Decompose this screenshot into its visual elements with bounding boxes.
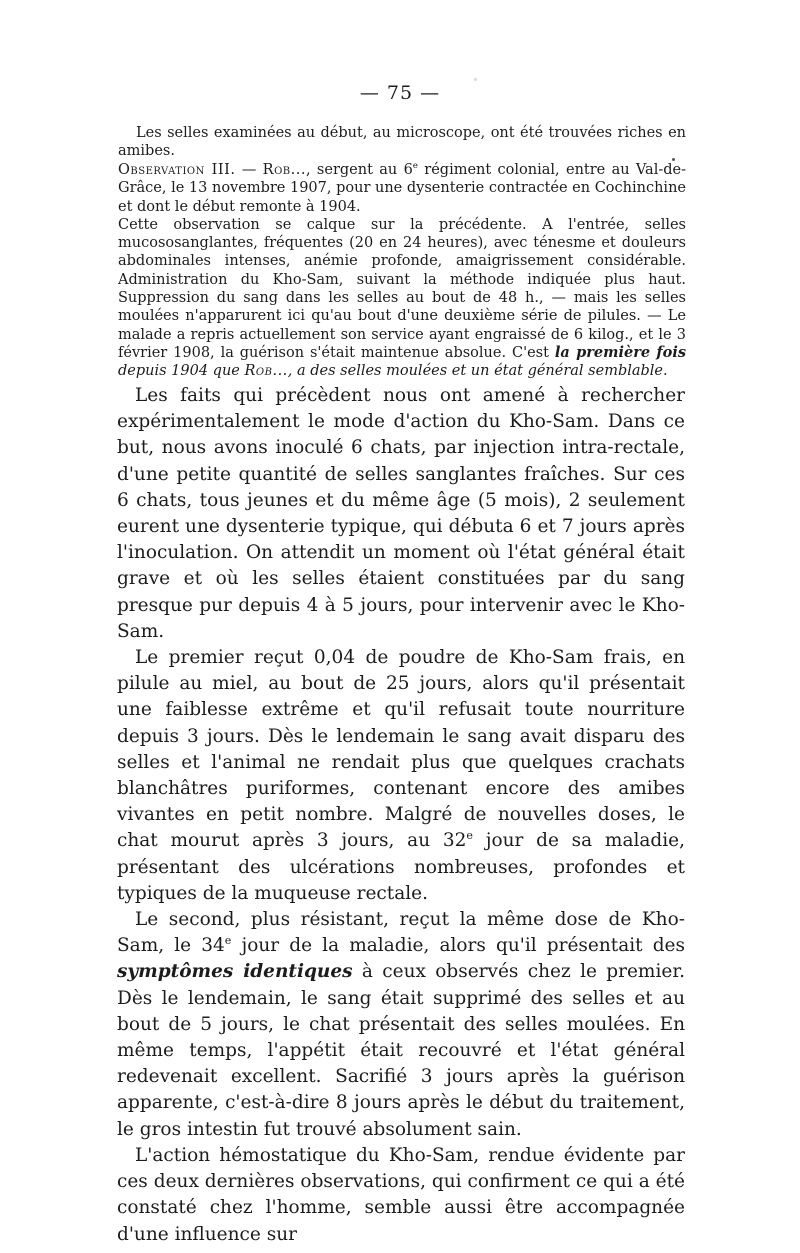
print-speck [474,78,477,81]
observation-dash: — [235,162,263,178]
ordinal-superscript: e [412,161,418,172]
intro-paragraph-block [118,124,686,161]
paragraph-action-hemostatique: L'action hémostatique du Kho-Sam, rendue évidente par ces deux dernières observations, qui confirment ce qui a été constaté chez l'homme, semble aussi être accompagnée d'une influence sur [117,1144,685,1245]
second-text-a: Le second, plus résistant, reçut la même dose de Kho-Sam, le 34 [117,909,685,957]
observation-heading-paragraph [118,161,686,216]
ordinal-superscript: e [466,829,473,843]
observation-label: Observation III. [118,162,236,178]
paragraph-premier-chat [117,645,685,907]
premier-text-a: Le premier reçut 0,04 de poudre de Kho-Sam frais, en pilule au miel, au bout de 25 jours, alors qu'il présentait une faiblesse extrême et qu'il refusait toute nourriture depuis 3 jours. Dès le lendemain le sang avait disparu des selles et l'animal ne rendait plus que quelques crachats blanchâtres puriformes, contenant encore des amibes vivantes en petit nombre. Malgré de nouvelles doses, le chat mourut après 3 jours, au 32 [117,647,685,852]
observation-text-b: , sergent au 6 [305,162,413,178]
paragraph-amibes: Les selles examinées au début, au microscope, ont été trouvées riches en amibes. [118,125,686,160]
page-number: — 75 — [359,82,441,104]
patient-name: Rob... [262,162,306,178]
second-text-b: jour de la maladie, alors qu'il présentait des [231,935,685,957]
print-speck [672,158,675,161]
calque-text: Cette observation se calque sur la précédente. A l'entrée, selles mucososanglantes, fréquentes (20 en 24 heures), avec ténesme et douleurs abdominales intenses, anémie profonde, amaigrissement considérable. Administration du Kho-Sam, suivant la méthode indiquée plus haut. Suppression du sang dans les selles au bout de 48 h., — mais les selles moulées n'apparurent ici qu'au bout d'une deuxième série de pilules. — Le malade a repris actuellement son service ayant engraissé de 6 kilog., et le 3 février 1908, la guérison s'était maintenue absolue. C'est [118,216,686,361]
paragraph-calque [118,216,686,381]
italic-depuis: depuis 1904 que [118,363,245,380]
premier-text-b: jour de sa maladie, présentant des ulcérations nombreuses, profondes et typiques de la muqueuse rectale. [117,830,686,904]
paragraph-faits: Les faits qui précèdent nous ont amené à rechercher expérimentalement le mode d'action du Kho-Sam. Dans ce but, nous avons inoculé 6 chats, par injection intra-rectale, d'une petite quantité de selles sanglantes fraîches. Sur ces 6 chats, tous jeunes et du même âge (5 mois), 2 seulement eurent une dysenterie typique, qui débuta 6 et 7 jours après l'inoculation. On attendit un moment où l'état général était grave et où les selles étaient constituées par du sang presque pur depuis 4 à 5 jours, pour intervenir avec le Kho-Sam. [117,385,685,642]
italic-patient-name: Rob... [244,363,288,380]
observation-block [118,161,686,381]
emphasis-symptomes: symptômes identiques [117,961,353,983]
observation-text-c: régiment colonial, entre au Val-de-Grâce, le 13 novembre 1907, pour une dysenterie contractée en Cochinchine et dont le début remonte à 1904. [118,162,686,215]
paragraph-second-chat [117,907,685,1143]
italic-conclusion: , a des selles moulées et un état général semblable. [287,363,668,380]
ordinal-superscript: e [224,934,232,948]
second-text-c: à ceux observés chez le premier. Dès le lendemain, le sang était supprimé des selles et au bout de 5 jours, le chat présentait des selles moulées. En même temps, l'appétit était recouvré et l'état général redevenait excellent. Sacrifié 3 jours après la guérison apparente, c'est-à-dire 8 jours après le début du traitement, le gros intestin fut trouvé absolument sain. [117,961,686,1140]
main-text-block [117,383,685,1248]
emphasis-premiere-fois: la première fois [554,343,686,361]
